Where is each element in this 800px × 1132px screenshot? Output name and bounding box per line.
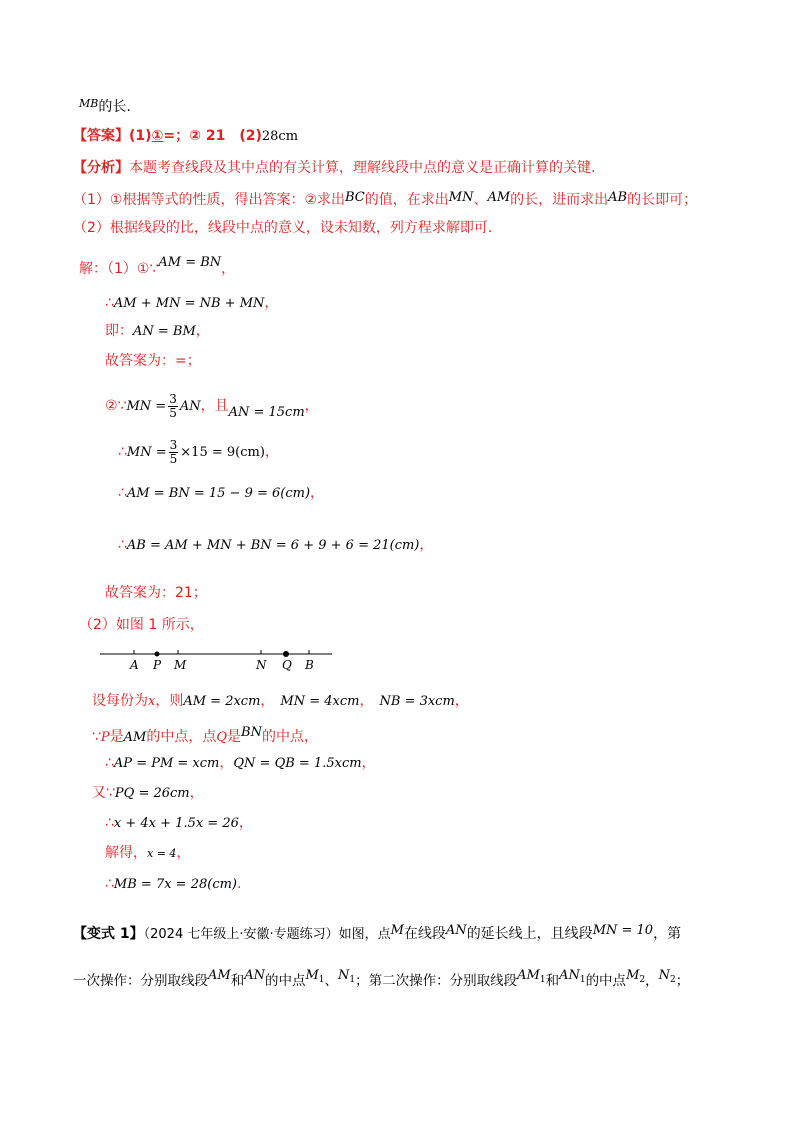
label-p: P: [153, 658, 162, 672]
text-line: ∴AP = PM = xcm，QN = QB = 1.5xcm，: [105, 755, 376, 771]
answer-label: 【答案】: [73, 128, 129, 144]
text-line: （2）根据线段的比，线段中点的意义，设未知数，列方程求解即可.: [73, 220, 493, 236]
text-line: 又∵PQ = 26cm，: [92, 785, 204, 801]
text-line: 故答案为：21；: [105, 585, 207, 601]
label-b: B: [305, 658, 314, 672]
text-line: ②∵MN = $\frac{3}{5}$ AN，且AN = 15cm，: [105, 391, 319, 420]
text-line: ∴x + 4x + 1.5x = 26，: [105, 815, 253, 831]
fraction: $\frac{3}{5}$: [169, 391, 177, 420]
label-m: M: [174, 658, 187, 672]
text-line: ∴AM = BN = 15 − 9 = 6(cm)，: [118, 485, 325, 501]
text-line: （2）如图 1 所示，: [79, 617, 204, 633]
text-line: ∴MB = 7x = 28(cm).: [105, 876, 242, 892]
point-p: [155, 652, 160, 657]
text-line: 解：（1）①∵AM = BN，: [79, 255, 236, 277]
text-line: 一次操作：分别取线段AM和AN的中点$M_1$、$N_1$；第二次操作：分别取线段$AM_1$和$AN_1$的中点$M_2$，$N_2$；: [73, 968, 690, 989]
text-line: 即：AN = BM，: [105, 323, 210, 339]
answer-line: 【答案】(1)①=；② 21 (2)28cm: [73, 128, 299, 144]
math-expression: MB: [79, 97, 99, 110]
label-n: N: [256, 658, 267, 672]
fraction: $\frac{3}{5}$: [169, 437, 178, 466]
text-line: ∴AM + MN = NB + MN，: [105, 295, 279, 311]
text-line: 故答案为：=；: [105, 353, 201, 369]
variant-line: 【变式 1】（2024 七年级上·安徽·专题练习）如图，点M在线段AN的延长线上，且线段MN = 10，第: [73, 923, 682, 942]
text-line: （1）①根据等式的性质，得出答案：②求出BC的值，在求出MN、AM的长，进而求出AB的长即可；: [73, 190, 698, 208]
answer-value: 28cm: [261, 129, 299, 144]
analysis-line: 【分析】本题考查线段及其中点的有关计算，理解线段中点的意义是正确计算的关键.: [73, 160, 596, 176]
text-line: ∵P是AM的中点，点Q是BN的中点，: [92, 725, 318, 745]
analysis-label: 【分析】: [73, 160, 129, 176]
text-line: 解得，x = 4，: [105, 845, 191, 861]
text-line: 设每份为x，则AM = 2xcm， MN = 4xcm， NB = 3xcm，: [92, 693, 469, 709]
label-q: Q: [282, 658, 292, 672]
label-a: A: [130, 658, 139, 672]
text-line: $^{MB}$的长.: [79, 97, 131, 115]
text-line: ∴AB = AM + MN + BN = 6 + 9 + 6 = 21(cm)，: [118, 537, 434, 553]
variant-label: 【变式 1】: [73, 926, 144, 942]
number-line-diagram: [96, 642, 341, 676]
text-line: ∴MN = $\frac{3}{5}$ ×15 = 9(cm)，: [118, 437, 279, 466]
point-q: [283, 651, 289, 657]
